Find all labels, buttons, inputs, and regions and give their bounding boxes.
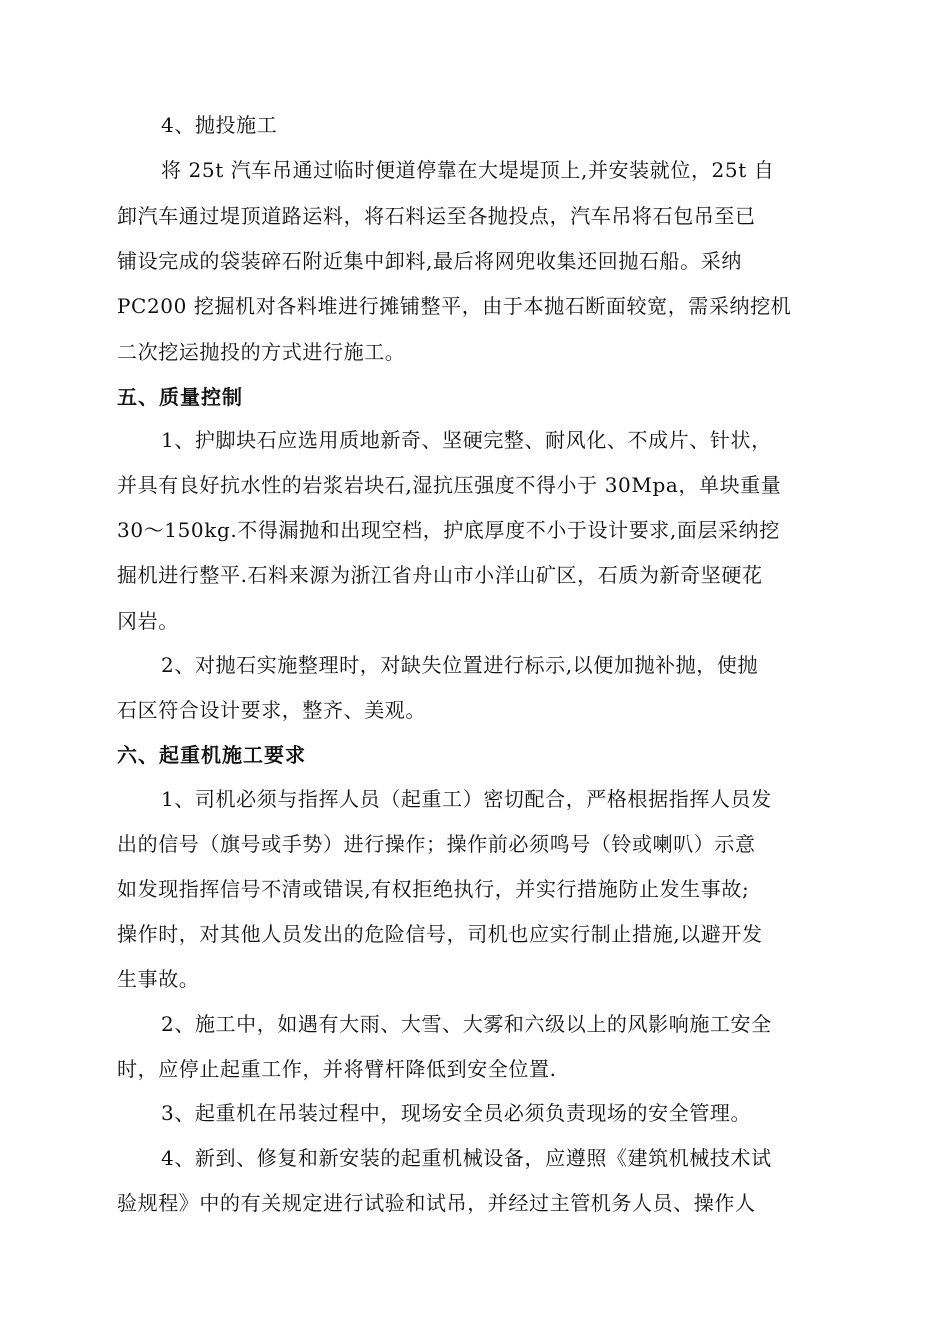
paragraph-line: 铺设完成的袋装碎石附近集中卸料,最后将网兜收集还回抛石船。采纳 xyxy=(117,249,742,273)
paragraph-line: 30～150kg.不得漏抛和出现空档，护底厚度不小于设计要求,面层采纳挖 xyxy=(117,518,780,542)
section-heading-crane-requirements: 六、起重机施工要求 xyxy=(117,743,306,767)
paragraph-line: 出的信号（旗号或手势）进行操作；操作前必须鸣号（铃或喇叭）示意 xyxy=(117,832,756,856)
paragraph-line: 掘机进行整平.石料来源为浙江省舟山市小洋山矿区，石质为新奇坚硬花 xyxy=(117,563,763,587)
paragraph-line: 验规程》中的有关规定进行试验和试吊，并经过主管机务人员、操作人 xyxy=(117,1191,756,1215)
paragraph-line: 二次挖运抛投的方式进行施工。 xyxy=(117,340,406,364)
paragraph-line: 并具有良好抗水性的岩浆岩块石,湿抗压强度不得小于 30Mpa，单块重量 xyxy=(117,473,782,497)
paragraph-line: 操作时，对其他人员发出的危险信号，司机也应实行制止措施,以避开发 xyxy=(117,922,763,946)
paragraph-line: PC200 挖掘机对各料堆进行摊铺整平，由于本抛石断面较宽，需采纳挖机 xyxy=(117,294,792,318)
paragraph-line: 石区符合设计要求，整齐、美观。 xyxy=(117,698,426,722)
paragraph-line: 4、新到、修复和新安装的起重机械设备，应遵照《建筑机械技术试 xyxy=(161,1146,772,1170)
paragraph-line: 3、起重机在吊装过程中，现场安全员必须负责现场的安全管理。 xyxy=(161,1101,752,1125)
paragraph-line: 时，应停止起重工作，并将臂杆降低到安全位置. xyxy=(117,1057,557,1081)
paragraph-line: 将 25t 汽车吊通过临时便道停靠在大堤堤顶上,并安装就位，25t 自 xyxy=(161,158,775,182)
paragraph-line: 2、施工中，如遇有大雨、大雪、大雾和六级以上的风影响施工安全 xyxy=(161,1012,772,1036)
paragraph-line: 卸汽车通过堤顶道路运料，将石料运至各抛投点，汽车吊将石包吊至已 xyxy=(117,204,756,228)
paragraph-line: 如发现指挥信号不清或错误,有权拒绝执行，并实行措施防止发生事故; xyxy=(117,877,750,901)
section-heading-quality-control: 五、质量控制 xyxy=(117,385,243,409)
paragraph-line: 1、护脚块石应选用质地新奇、坚硬完整、耐风化、不成片、针状， xyxy=(161,428,772,452)
paragraph-line: 2、对抛石实施整理时，对缺失位置进行标示,以便加抛补抛，使抛 xyxy=(161,653,759,677)
paragraph-line: 生事故。 xyxy=(117,967,200,991)
subheading-throwing-construction: 4、抛投施工 xyxy=(161,113,278,137)
paragraph-line: 1、司机必须与指挥人员（起重工）密切配合，严格根据指挥人员发 xyxy=(161,787,772,811)
paragraph-line: 冈岩。 xyxy=(117,609,179,633)
